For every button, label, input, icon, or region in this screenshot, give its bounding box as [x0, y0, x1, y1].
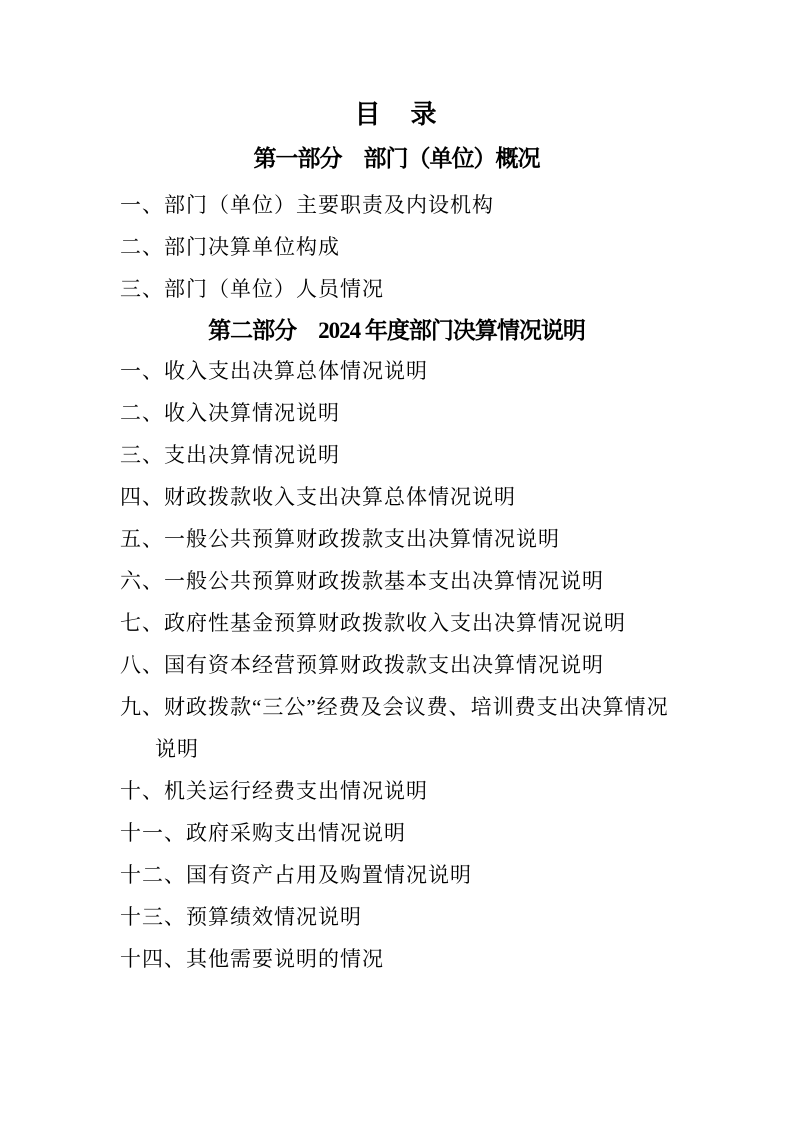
toc-item-part2-6: 六、一般公共预算财政拨款基本支出决算情况说明 [120, 569, 604, 593]
toc-item-part2-9-continuation: 说明 [155, 737, 199, 761]
section-heading-part2: 第二部分 2024 年度部门决算情况说明 [208, 318, 585, 343]
toc-item-part2-3: 三、支出决算情况说明 [120, 443, 340, 467]
toc-item-part1-3: 三、部门（单位）人员情况 [120, 277, 384, 301]
toc-item-part2-9: 九、财政拨款“三公”经费及会议费、培训费支出决算情况 [120, 695, 669, 719]
toc-item-part2-13: 十三、预算绩效情况说明 [120, 905, 362, 929]
page-title: 目 录 [354, 100, 439, 129]
toc-item-part2-8: 八、国有资本经营预算财政拨款支出决算情况说明 [120, 653, 604, 677]
toc-item-part2-14: 十四、其他需要说明的情况 [120, 947, 384, 971]
toc-item-part2-4: 四、财政拨款收入支出决算总体情况说明 [120, 485, 516, 509]
toc-item-part1-1: 一、部门（单位）主要职责及内设机构 [120, 193, 494, 217]
section-heading-part1: 第一部分 部门（单位）概况 [253, 146, 540, 171]
toc-item-part2-7: 七、政府性基金预算财政拨款收入支出决算情况说明 [120, 611, 626, 635]
toc-item-part2-12: 十二、国有资产占用及购置情况说明 [120, 863, 472, 887]
toc-item-part2-1: 一、收入支出决算总体情况说明 [120, 359, 428, 383]
toc-item-part1-2: 二、部门决算单位构成 [120, 235, 340, 259]
toc-item-part2-10: 十、机关运行经费支出情况说明 [120, 779, 428, 803]
toc-item-part2-2: 二、收入决算情况说明 [120, 401, 340, 425]
toc-item-part2-5: 五、一般公共预算财政拨款支出决算情况说明 [120, 527, 560, 551]
toc-item-part2-11: 十一、政府采购支出情况说明 [120, 821, 406, 845]
